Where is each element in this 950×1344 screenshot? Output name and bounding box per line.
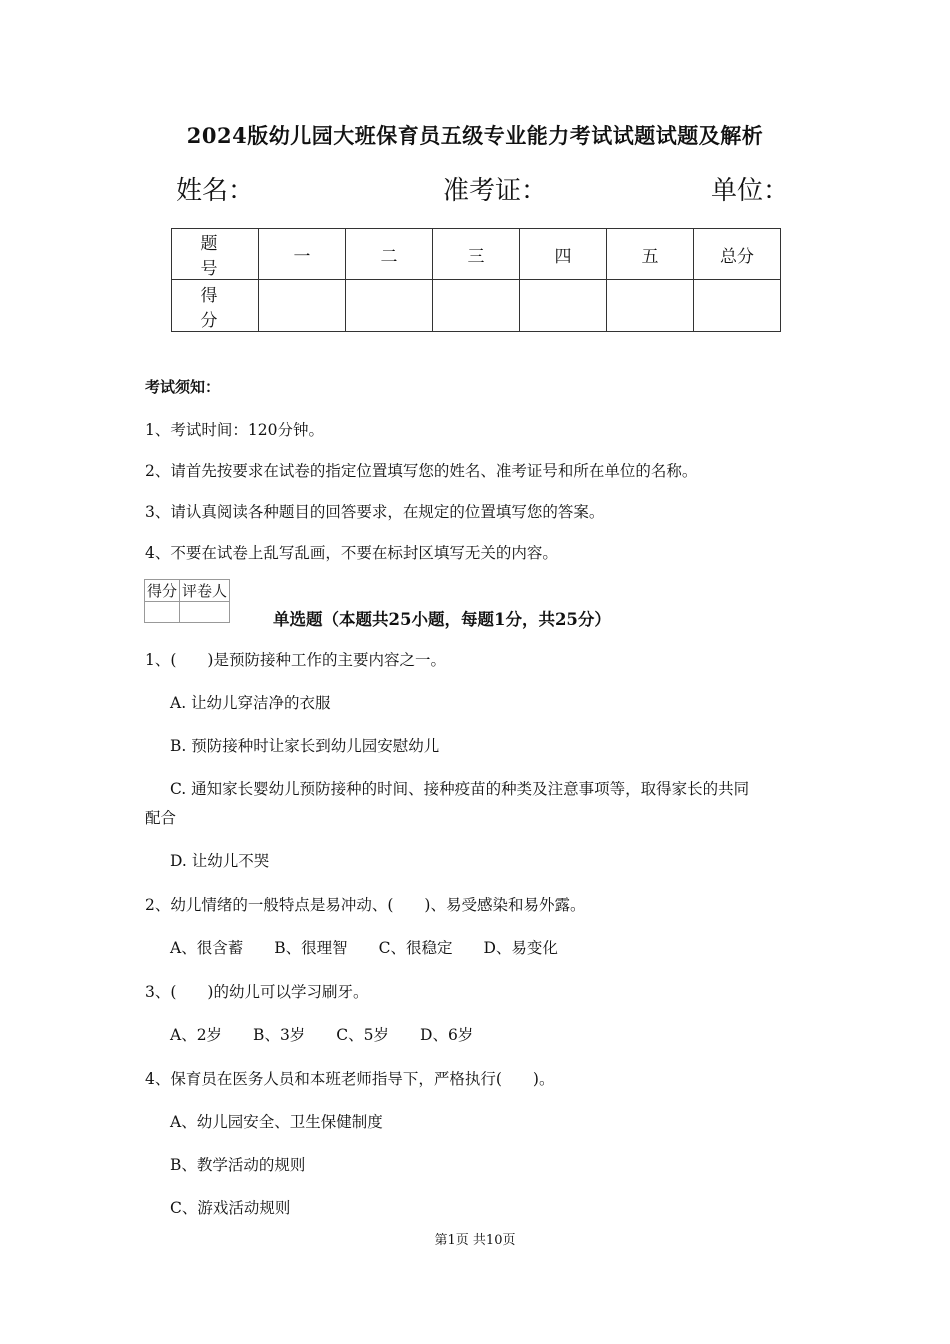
question-stem: 2、幼儿情绪的一般特点是易冲动、( )、易受感染和易外露。 — [145, 896, 586, 914]
score-header-5: 五 — [607, 229, 694, 280]
question-option-continuation: 配合 — [145, 809, 177, 827]
notice-heading: 考试须知： — [145, 378, 221, 396]
notice-item: 2、请首先按要求在试卷的指定位置填写您的姓名、准考证号和所在单位的名称。 — [145, 462, 698, 480]
question-option: B. 预防接种时让家长到幼儿园安慰幼儿 — [170, 737, 440, 755]
question-stem: 4、保育员在医务人员和本班老师指导下，严格执行( )。 — [145, 1070, 555, 1088]
score-cell-1 — [259, 280, 346, 332]
grader-reviewer-cell — [180, 602, 230, 623]
question-option: A、幼儿园安全、卫生保健制度 — [170, 1113, 383, 1131]
score-cell-total — [694, 280, 781, 332]
score-header-4: 四 — [520, 229, 607, 280]
document-title: 2024版幼儿园大班保育员五级专业能力考试试题试题及解析 — [186, 123, 764, 148]
question-stem: 3、( )的幼儿可以学习刷牙。 — [145, 983, 369, 1001]
score-table-header-row — [172, 229, 781, 280]
score-row-label: 得 分 — [172, 280, 259, 332]
question-option: B、教学活动的规则 — [170, 1156, 306, 1174]
name-field-label: 姓名： — [176, 176, 255, 206]
notice-item: 3、请认真阅读各种题目的回答要求，在规定的位置填写您的答案。 — [145, 503, 605, 521]
notice-item: 1、考试时间：120分钟。 — [145, 421, 324, 439]
score-cell-4 — [520, 280, 607, 332]
grader-reviewer-label: 评卷人 — [180, 580, 230, 602]
score-cell-5 — [607, 280, 694, 332]
question-stem: 1、( )是预防接种工作的主要内容之一。 — [145, 651, 446, 669]
unit-field-label: 单位： — [711, 176, 790, 206]
score-header-2: 二 — [346, 229, 433, 280]
notice-item: 4、不要在试卷上乱写乱画，不要在标封区填写无关的内容。 — [145, 544, 558, 562]
score-cell-2 — [346, 280, 433, 332]
score-table — [171, 228, 781, 332]
question-option: A、2岁 B、3岁 C、5岁 D、6岁 — [170, 1026, 474, 1044]
grader-score-cell — [145, 602, 180, 623]
question-option: D. 让幼儿不哭 — [170, 852, 270, 870]
question-option: C、游戏活动规则 — [170, 1199, 291, 1217]
score-header-label: 题 号 — [172, 229, 259, 280]
section-title: 单选题（本题共25小题，每题1分，共25分） — [273, 610, 611, 629]
score-header-1: 一 — [259, 229, 346, 280]
grader-box — [144, 579, 230, 623]
score-table-score-row — [172, 280, 781, 332]
score-cell-3 — [433, 280, 520, 332]
score-header-3: 三 — [433, 229, 520, 280]
exam-id-field-label: 准考证： — [443, 176, 548, 206]
question-option: A. 让幼儿穿洁净的衣服 — [170, 694, 331, 712]
question-option: A、很含蓄 B、很理智 C、很稳定 D、易变化 — [170, 939, 558, 957]
score-header-total: 总分 — [694, 229, 781, 280]
question-option: C. 通知家长婴幼儿预防接种的时间、接种疫苗的种类及注意事项等，取得家长的共同 — [170, 780, 750, 798]
page-footer: 第1页 共10页 — [434, 1233, 516, 1248]
grader-score-label: 得分 — [145, 580, 180, 602]
